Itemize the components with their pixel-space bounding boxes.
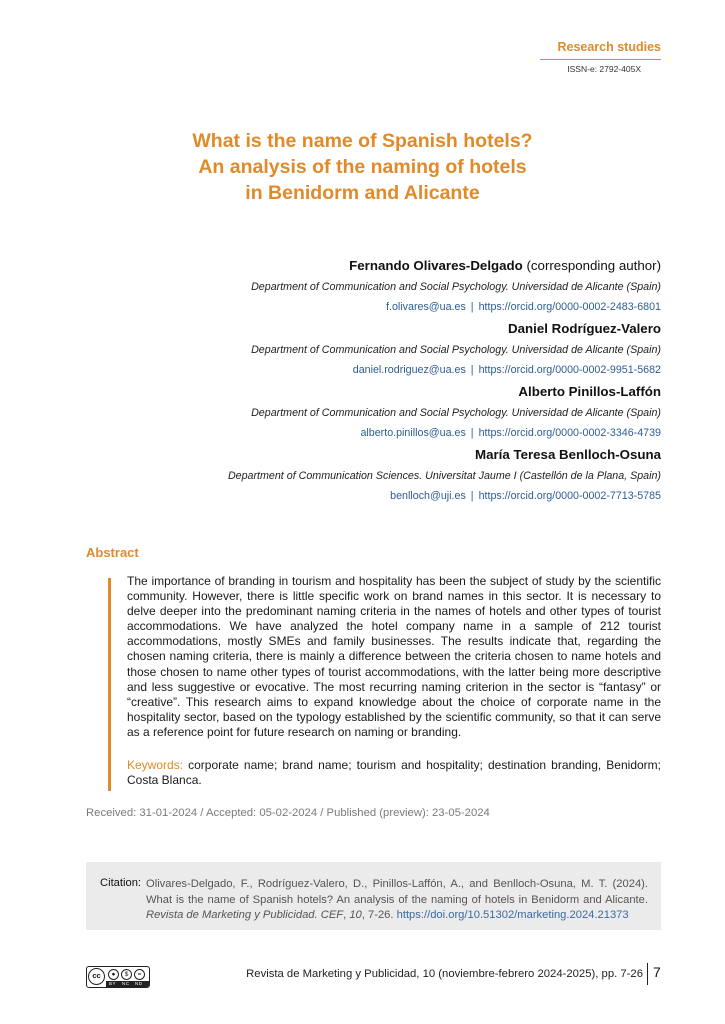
citation-reference: Olivares-Delgado, F., Rodríguez-Valero, D., Pinillos-Laffón, A., and Benlloch-Osuna, M. T. (2024). What is the name of Spanish hotels? An analysis of the naming of hotels in Benidorm and Alicante. — [146, 878, 648, 906]
author-block — [101, 382, 661, 443]
license-strip — [106, 981, 149, 987]
title-line: What is the name of Spanish hotels? — [192, 130, 533, 152]
link-separator: | — [470, 364, 474, 376]
author-email-link[interactable]: alberto.pinillos@ua.es — [360, 427, 466, 439]
abstract-accent-bar — [108, 578, 111, 791]
author-links — [101, 423, 661, 443]
author-orcid-link[interactable]: https://orcid.org/0000-0002-9951-5682 — [478, 364, 661, 376]
abstract-text: The importance of branding in tourism and hospitality has been the subject of study by the scientific community. However, there is little specific work on brand names in this sector. It is necessary to delve deeper into the predominant naming criteria in the names of hotels and other types of tourist accommodations. We have analyzed the hotel company name in a sample of 212 tourist accommodations, mostly SMEs and family businesses. The results indicate that, regarding the chosen naming criteria, there is mainly a difference between the criteria chosen to name hotels and those chosen to name other types of tourist accommodations, with the latter being more descriptive and less suggestive or evocative. The most recurring naming criterion in the sector is “fantasy” or “creative”. This research aims to expand knowledge about the choice of corporate name in the hospitality sector, based on the typology established by the scientific community, so that it can serve as a reference point for future research on naming or branding. — [127, 574, 661, 739]
citation-text — [146, 877, 648, 924]
link-separator: | — [470, 427, 474, 439]
page-number: 7 — [653, 964, 661, 980]
keywords-label: Keywords: — [127, 758, 184, 772]
author-name-text: Daniel Rodríguez-Valero — [508, 321, 661, 336]
author-affiliation: Department of Communication and Social Psychology. Universidad de Alicante (Spain) — [251, 281, 661, 293]
author-orcid-link[interactable]: https://orcid.org/0000-0002-3346-4739 — [478, 427, 661, 439]
author-email-link[interactable]: benlloch@uji.es — [390, 490, 466, 502]
author-name-text: Alberto Pinillos-Laffón — [518, 384, 661, 399]
author-links — [101, 360, 661, 380]
section-rule — [540, 59, 661, 60]
citation-volume: 10 — [349, 909, 362, 922]
author-links — [101, 486, 661, 506]
section-label: Research studies — [557, 40, 661, 54]
author-block — [101, 319, 661, 380]
author-name — [101, 445, 661, 464]
license-nd: ND — [135, 981, 143, 986]
citation-doi-link[interactable]: https://doi.org/10.51302/marketing.2024.21373 — [396, 909, 629, 922]
author-role: (corresponding author) — [522, 258, 661, 273]
citation-sep: , — [343, 909, 350, 922]
noderivatives-icon: = — [134, 969, 145, 980]
attribution-icon: ● — [108, 969, 119, 980]
footer-divider — [647, 963, 648, 985]
author-email-link[interactable]: f.olivares@ua.es — [386, 301, 466, 313]
author-block — [101, 445, 661, 506]
title-line: An analysis of the naming of hotels — [198, 156, 527, 178]
author-orcid-link[interactable]: https://orcid.org/0000-0002-7713-5785 — [478, 490, 661, 502]
author-name — [101, 256, 661, 275]
footer-journal-line: Revista de Marketing y Publicidad, 10 (noviembre-febrero 2024-2025), pp. 7-26 — [246, 968, 643, 980]
author-block — [101, 256, 661, 317]
keywords-text: corporate name; brand name; tourism and hospitality; destination branding, Benidorm; Costa Blanca. — [127, 758, 661, 788]
author-name-text: Fernando Olivares-Delgado — [349, 258, 523, 273]
author-name — [101, 319, 661, 338]
author-name — [101, 382, 661, 401]
issn: ISSN-e: 2792-405X — [567, 64, 641, 74]
cc-icon: cc — [88, 968, 105, 985]
noncommercial-icon: $ — [121, 969, 132, 980]
abstract-heading: Abstract — [86, 545, 139, 560]
author-email-link[interactable]: daniel.rodriguez@ua.es — [352, 364, 466, 376]
citation-pages: , 7-26. — [361, 909, 397, 922]
author-name-text: María Teresa Benlloch-Osuna — [475, 447, 661, 462]
author-orcid-link[interactable]: https://orcid.org/0000-0002-2483-6801 — [478, 301, 661, 313]
publication-dates: Received: 31-01-2024 / Accepted: 05-02-2024 / Published (preview): 23-05-2024 — [86, 807, 490, 819]
link-separator: | — [470, 301, 474, 313]
author-affiliation: Department of Communication and Social Psychology. Universidad de Alicante (Spain) — [251, 407, 661, 419]
title-line: in Benidorm and Alicante — [245, 182, 480, 204]
creative-commons-by-nc-nd-icon[interactable] — [86, 966, 150, 988]
license-by: BY — [109, 981, 117, 986]
author-list — [101, 256, 661, 508]
citation-journal: Revista de Marketing y Publicidad. CEF — [146, 909, 344, 922]
author-affiliation: Department of Communication Sciences. Universitat Jaume I (Castellón de la Plana, Spain) — [227, 470, 661, 482]
license-nc: NC — [122, 981, 130, 986]
keywords — [127, 758, 661, 788]
author-affiliation: Department of Communication and Social Psychology. Universidad de Alicante (Spain) — [251, 344, 661, 356]
citation-label: Citation: — [100, 877, 142, 889]
link-separator: | — [470, 490, 474, 502]
article-title — [60, 128, 665, 206]
author-links — [101, 297, 661, 317]
